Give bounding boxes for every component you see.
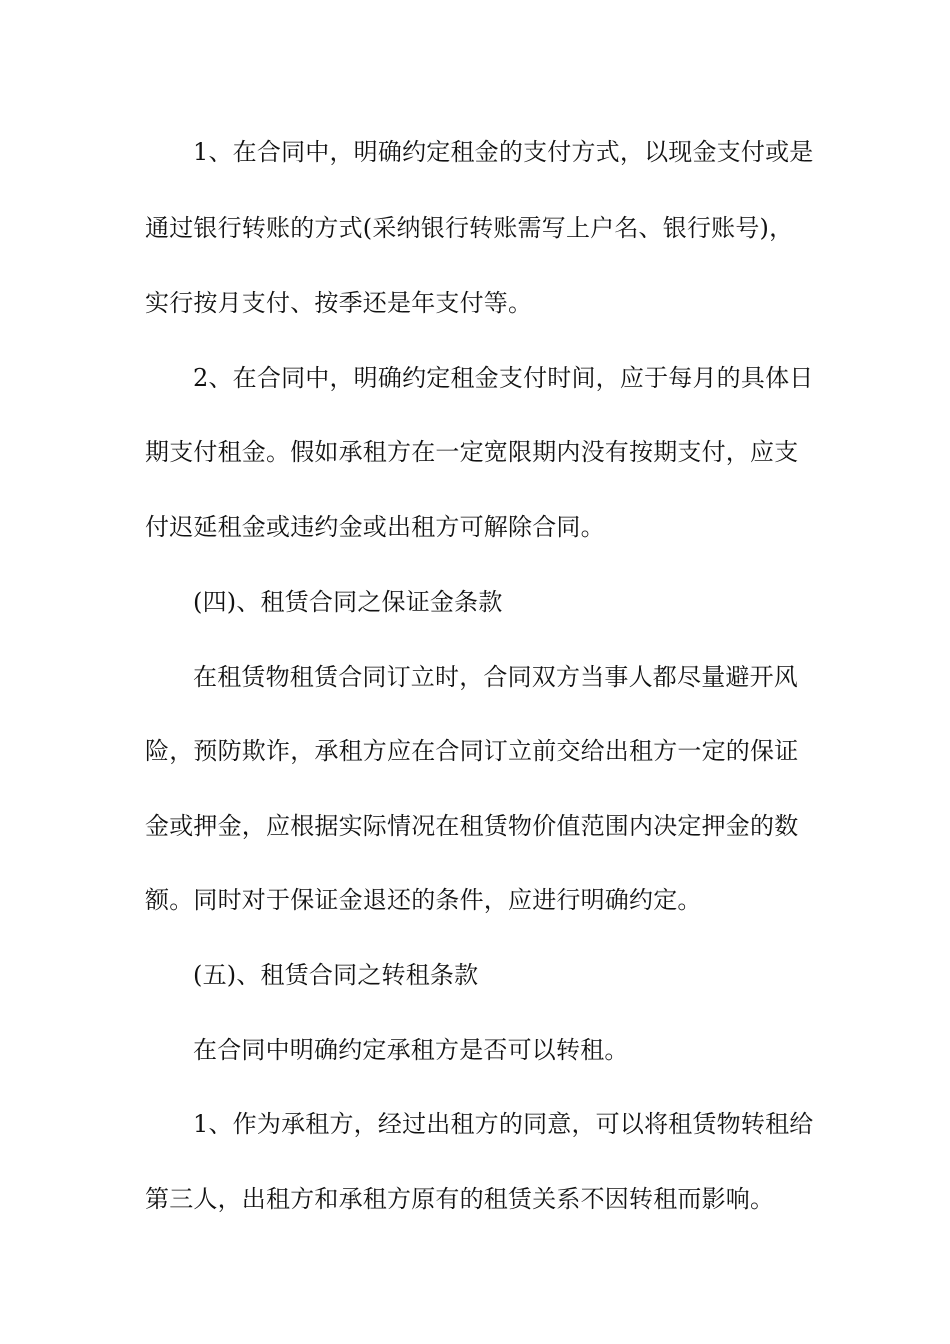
text-line: 1、在合同中，明确约定租金的支付方式，以现金支付或是 [193,138,814,166]
text-line: 额。同时对于保证金退还的条件，应进行明确约定。 [145,886,702,914]
text-line: 付迟延租金或违约金或出租方可解除合同。 [145,513,605,541]
text-line: 金或押金，应根据实际情况在租赁物价值范围内决定押金的数 [145,812,799,840]
text-line: 通过银行转账的方式(采纳银行转账需写上户名、银行账号)， [145,214,794,242]
section-heading: (四)、租赁合同之保证金条款 [193,588,503,616]
text-line: 险，预防欺诈，承租方应在合同订立前交给出租方一定的保证 [145,737,799,765]
text-line: 2、在合同中，明确约定租金支付时间，应于每月的具体日 [193,364,814,392]
text-line: 第三人，出租方和承租方原有的租赁关系不因转租而影响。 [145,1185,775,1213]
text-line: 1、作为承租方，经过出租方的同意，可以将租赁物转租给 [193,1110,814,1138]
text-line: 在租赁物租赁合同订立时，合同双方当事人都尽量避开风 [193,663,798,691]
text-line: 实行按月支付、按季还是年支付等。 [145,289,533,317]
text-line: 在合同中明确约定承租方是否可以转租。 [193,1036,629,1064]
text-line: 期支付租金。假如承租方在一定宽限期内没有按期支付，应支 [145,438,799,466]
section-heading: (五)、租赁合同之转租条款 [193,961,479,989]
